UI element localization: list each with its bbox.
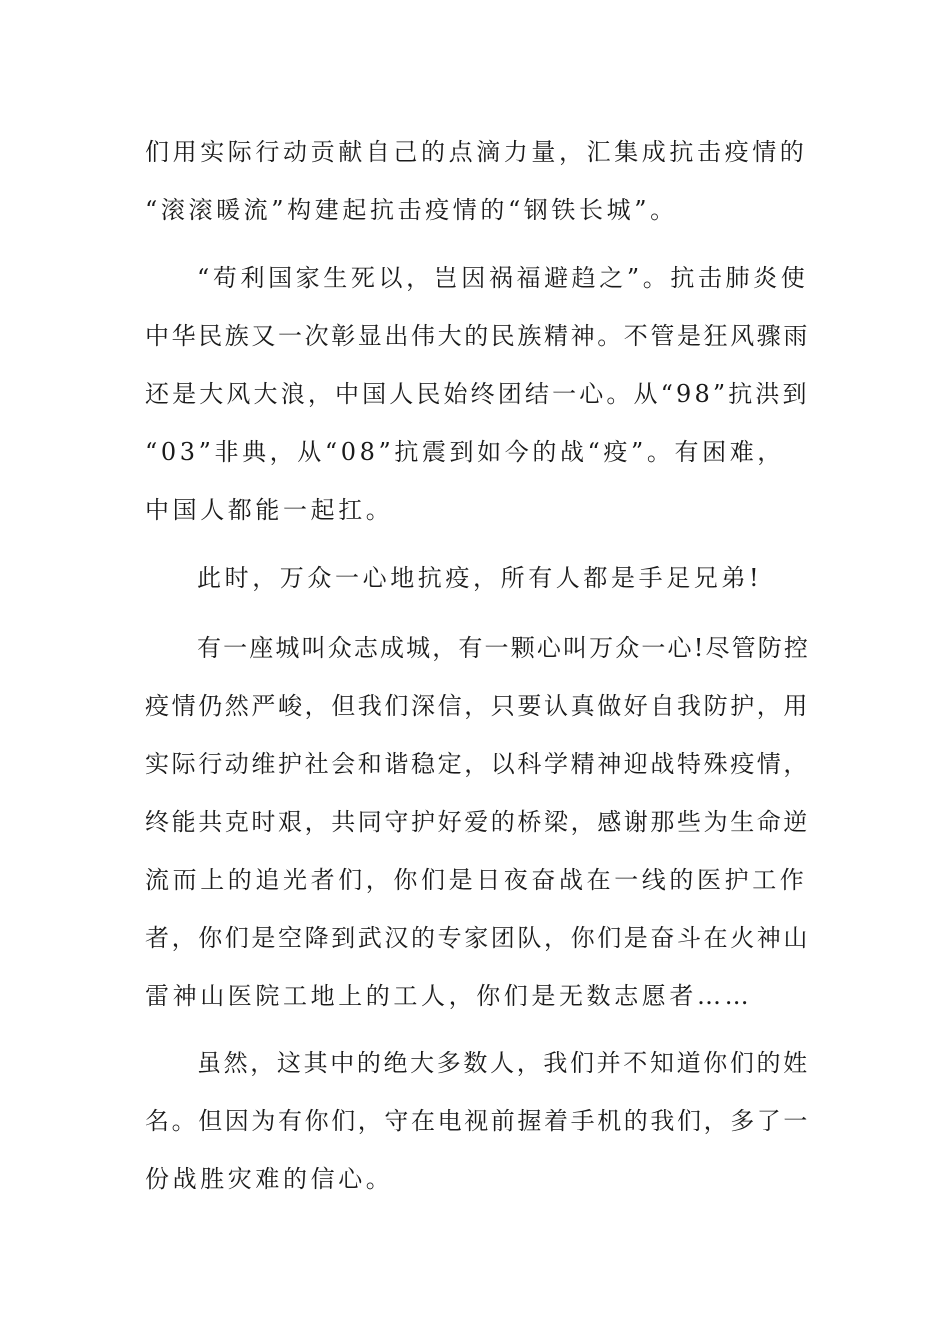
paragraph-line: 疫情仍然严峻，但我们深信，只要认真做好自我防护，用 (145, 692, 810, 720)
paragraph-line: 中华民族又一次彰显出伟大的民族精神。不管是狂风骤雨 (145, 322, 810, 350)
paragraph-line: 流而上的追光者们，你们是日夜奋战在一线的医护工作 (145, 866, 808, 894)
paragraph-line: “苟利国家生死以，岂因祸福避趋之”。抗击肺炎使 (197, 264, 809, 292)
paragraph-5 (145, 1034, 810, 1208)
paragraph-1 (145, 123, 810, 239)
paragraph-3 (145, 549, 810, 607)
paragraph-line: 者，你们是空降到武汉的专家团队，你们是奋斗在火神山 (145, 924, 810, 952)
paragraph-line: 还是大风大浪，中国人民始终团结一心。从“98”抗洪到 (145, 380, 810, 408)
paragraph-line: “03”非典，从“08”抗震到如今的战“疫”。有困难， (145, 438, 785, 466)
paragraph-line: 有一座城叫众志成城，有一颗心叫万众一心!尽管防控 (197, 634, 811, 662)
paragraph-line: 此时，万众一心地抗疫，所有人都是手足兄弟! (197, 564, 763, 592)
paragraph-line: 们用实际行动贡献自己的点滴力量，汇集成抗击疫情的 (145, 138, 808, 166)
paragraph-4 (145, 619, 810, 1025)
paragraph-line: 份战胜灾难的信心。 (145, 1165, 394, 1193)
paragraph-line: 中国人都能一起扛。 (145, 496, 394, 524)
paragraph-line: 实际行动维护社会和谐稳定，以科学精神迎战特殊疫情， (145, 750, 810, 778)
paragraph-line: 名。但因为有你们，守在电视前握着手机的我们，多了一 (145, 1107, 810, 1135)
paragraph-line: 雷神山医院工地上的工人，你们是无数志愿者…… (145, 982, 753, 1010)
paragraph-line: “滚滚暖流”构建起抗击疫情的“钢铁长城”。 (145, 196, 678, 224)
paragraph-2 (145, 249, 810, 539)
paragraph-line: 终能共克时艰，共同守护好爱的桥梁，感谢那些为生命逆 (145, 808, 810, 836)
paragraph-line: 虽然，这其中的绝大多数人，我们并不知道你们的姓 (197, 1049, 810, 1077)
